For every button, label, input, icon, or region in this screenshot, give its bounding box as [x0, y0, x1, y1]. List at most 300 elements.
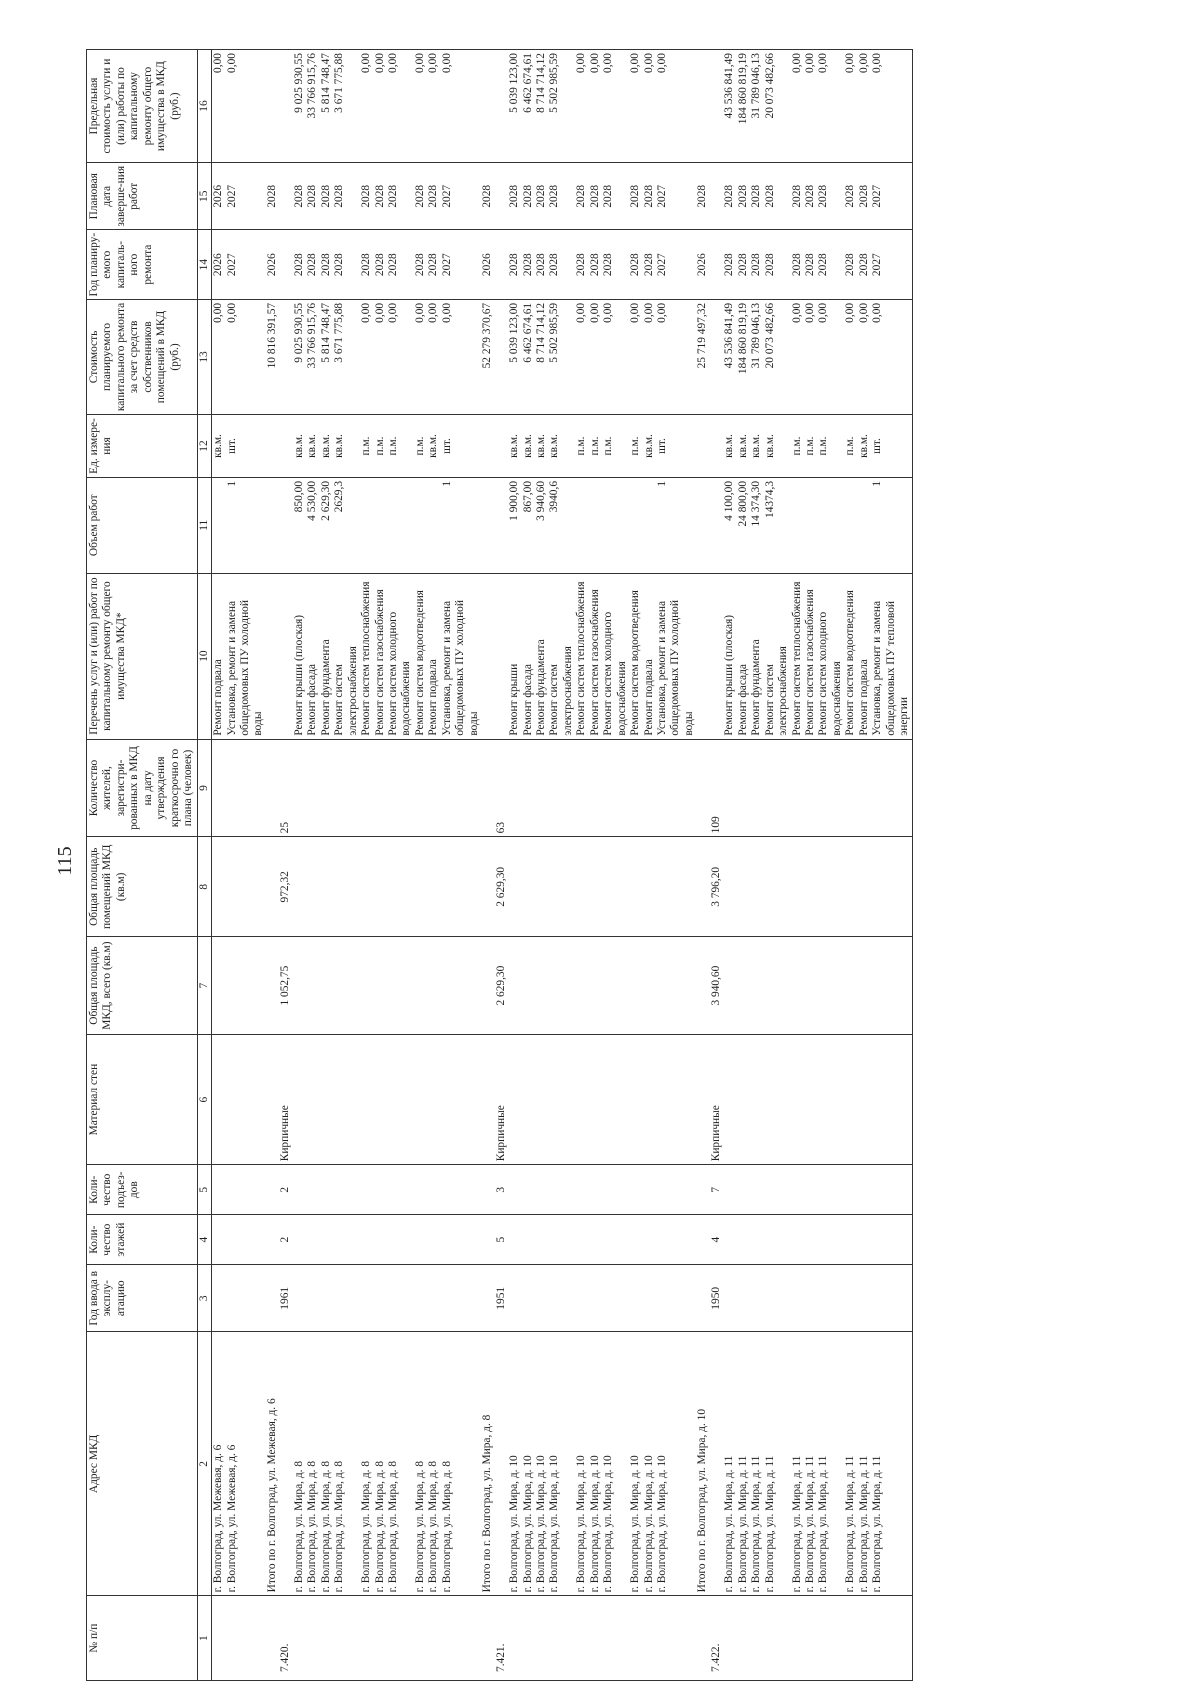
column-number: 8: [197, 837, 211, 937]
premises-area-cell: [643, 837, 656, 937]
floors-cell: [387, 1215, 414, 1265]
repair-year-cell: 2028: [374, 230, 387, 299]
item-number-cell: [333, 1596, 360, 1681]
completion-date-cell: 2028: [589, 163, 602, 230]
year-built-cell: [723, 1265, 736, 1332]
total-area-cell: [333, 937, 360, 1035]
repair-year-cell: 2028: [629, 230, 642, 299]
work-type-cell: Ремонт подвала: [427, 573, 440, 739]
max-cost-cell: [495, 50, 508, 163]
floors-cell: [791, 1215, 804, 1265]
max-cost-cell: [266, 50, 279, 163]
item-number-cell: [656, 1596, 696, 1681]
premises-area-cell: [575, 837, 588, 937]
table-row: [320, 50, 333, 1681]
unit-cell: [266, 415, 279, 478]
entrances-cell: [548, 1165, 575, 1215]
entrances-cell: [696, 1165, 709, 1215]
floors-cell: [858, 1215, 871, 1265]
max-cost-cell: 184 860 819,19: [737, 50, 750, 163]
max-cost-cell: 0,00: [804, 50, 817, 163]
entrances-cell: [293, 1165, 306, 1215]
residents-cell: 25: [279, 739, 292, 837]
work-type-cell: Ремонт систем газоснабжения: [374, 573, 387, 739]
address-cell: г. Волгоград, ул. Мира, д. 11: [723, 1332, 736, 1596]
entrances-cell: [575, 1165, 588, 1215]
work-volume-cell: [589, 477, 602, 573]
unit-cell: кв.м.: [522, 415, 535, 478]
planned-cost-cell: 0,00: [602, 299, 629, 414]
item-number-cell: [293, 1596, 306, 1681]
work-type-cell: [481, 573, 494, 739]
table-row: [723, 50, 736, 1681]
max-cost-cell: 5 502 985,59: [548, 50, 575, 163]
unit-cell: кв.м.: [427, 415, 440, 478]
wall-material-cell: [737, 1034, 750, 1164]
item-number-cell: [643, 1596, 656, 1681]
item-number-cell: [764, 1596, 791, 1681]
planned-cost-cell: 0,00: [871, 299, 912, 414]
column-number: 14: [197, 230, 211, 299]
completion-date-cell: 2028: [535, 163, 548, 230]
column-number: 11: [197, 477, 211, 573]
address-cell: г. Волгоград, ул. Мира, д. 10: [589, 1332, 602, 1596]
repair-year-cell: 2028: [333, 230, 360, 299]
address-cell: г. Волгоград, ул. Мира, д. 8: [427, 1332, 440, 1596]
premises-area-cell: 2 629,30: [495, 837, 508, 937]
residents-cell: [737, 739, 750, 837]
year-built-cell: [360, 1265, 373, 1332]
unit-cell: [481, 415, 494, 478]
address-cell: г. Волгоград, ул. Мира, д. 10: [602, 1332, 629, 1596]
work-volume-cell: [481, 477, 494, 573]
year-built-cell: [804, 1265, 817, 1332]
planned-cost-cell: [710, 299, 723, 414]
max-cost-cell: 0,00: [575, 50, 588, 163]
residents-cell: [293, 739, 306, 837]
address-cell: г. Волгоград, ул. Мира, д. 8: [360, 1332, 373, 1596]
table-row: [441, 50, 481, 1681]
item-number-cell: [548, 1596, 575, 1681]
total-area-cell: [441, 937, 481, 1035]
residents-cell: [226, 739, 266, 837]
wall-material-cell: [791, 1034, 804, 1164]
unit-cell: кв.м.: [723, 415, 736, 478]
table-row: [871, 50, 912, 1681]
premises-area-cell: [481, 837, 494, 937]
total-area-cell: [589, 937, 602, 1035]
header-cell: Коли-чество подъез-дов: [87, 1165, 198, 1215]
premises-area-cell: [374, 837, 387, 937]
floors-cell: [750, 1215, 763, 1265]
total-area-cell: [764, 937, 791, 1035]
entrances-cell: [858, 1165, 871, 1215]
total-area-cell: [293, 937, 306, 1035]
premises-area-cell: [602, 837, 629, 937]
work-volume-cell: [817, 477, 844, 573]
year-built-cell: [508, 1265, 521, 1332]
floors-cell: [306, 1215, 319, 1265]
residents-cell: [548, 739, 575, 837]
unit-cell: п.м.: [629, 415, 642, 478]
entrances-cell: [387, 1165, 414, 1215]
work-volume-cell: [844, 477, 857, 573]
residents-cell: [360, 739, 373, 837]
header-cell: Предельная стоимость услуги и (или) работы по капитальному ремонту общего имущества в МКД (руб.): [87, 50, 198, 163]
entrances-cell: [306, 1165, 319, 1215]
completion-date-cell: [495, 163, 508, 230]
floors-cell: 2: [279, 1215, 292, 1265]
address-cell: г. Волгоград, ул. Мира, д. 10: [522, 1332, 535, 1596]
max-cost-cell: 0,00: [844, 50, 857, 163]
column-number: 13: [197, 299, 211, 414]
residents-cell: [643, 739, 656, 837]
work-type-cell: [710, 573, 723, 739]
floors-cell: [629, 1215, 642, 1265]
wall-material-cell: [750, 1034, 763, 1164]
total-area-cell: [696, 937, 709, 1035]
address-cell: г. Волгоград, ул. Мира, д. 8: [306, 1332, 319, 1596]
address-cell: г. Волгоград, ул. Мира, д. 8: [293, 1332, 306, 1596]
table-row: [535, 50, 548, 1681]
work-type-cell: Ремонт систем газоснабжения: [589, 573, 602, 739]
entrances-cell: [723, 1165, 736, 1215]
floors-cell: [427, 1215, 440, 1265]
wall-material-cell: [844, 1034, 857, 1164]
unit-cell: п.м.: [844, 415, 857, 478]
floors-cell: [293, 1215, 306, 1265]
year-built-cell: [374, 1265, 387, 1332]
year-built-cell: [226, 1265, 266, 1332]
completion-date-cell: 2028: [414, 163, 427, 230]
table-row: [508, 50, 521, 1681]
max-cost-cell: 0,00: [387, 50, 414, 163]
completion-date-cell: 2028: [320, 163, 333, 230]
item-number-cell: [804, 1596, 817, 1681]
repair-year-cell: 2028: [817, 230, 844, 299]
repair-year-cell: 2028: [535, 230, 548, 299]
max-cost-cell: [710, 50, 723, 163]
item-number-cell: [750, 1596, 763, 1681]
repair-year-cell: 2028: [414, 230, 427, 299]
planned-cost-cell: 5 039 123,00: [508, 299, 521, 414]
planned-cost-cell: 3 671 775,88: [333, 299, 360, 414]
residents-cell: [629, 739, 642, 837]
repair-year-cell: 2026: [212, 230, 226, 299]
floors-cell: [804, 1215, 817, 1265]
max-cost-cell: 0,00: [602, 50, 629, 163]
item-number-cell: 7.420.: [279, 1596, 292, 1681]
table-row: [387, 50, 414, 1681]
total-area-cell: [508, 937, 521, 1035]
repair-year-cell: 2028: [575, 230, 588, 299]
year-built-cell: [293, 1265, 306, 1332]
work-volume-cell: 3940,6: [548, 477, 575, 573]
planned-cost-cell: [279, 299, 292, 414]
address-cell: г. Волгоград, ул. Мира, д. 8: [387, 1332, 414, 1596]
item-number-cell: 7.422.: [710, 1596, 723, 1681]
table-row: [293, 50, 306, 1681]
repair-year-cell: 2028: [293, 230, 306, 299]
residents-cell: [764, 739, 791, 837]
max-cost-cell: 5 814 748,47: [320, 50, 333, 163]
repair-year-cell: 2028: [602, 230, 629, 299]
floors-cell: [764, 1215, 791, 1265]
floors-cell: 5: [495, 1215, 508, 1265]
completion-date-cell: 2028: [266, 163, 279, 230]
floors-cell: 4: [710, 1215, 723, 1265]
completion-date-cell: [710, 163, 723, 230]
residents-cell: [374, 739, 387, 837]
work-volume-cell: 867,00: [522, 477, 535, 573]
year-built-cell: [871, 1265, 912, 1332]
work-volume-cell: 1: [226, 477, 266, 573]
address-cell: [279, 1332, 292, 1596]
total-area-cell: [723, 937, 736, 1035]
max-cost-cell: 0,00: [589, 50, 602, 163]
premises-area-cell: [414, 837, 427, 937]
completion-date-cell: 2028: [750, 163, 763, 230]
planned-cost-cell: 6 462 674,61: [522, 299, 535, 414]
work-type-cell: Ремонт фасада: [306, 573, 319, 739]
wall-material-cell: [629, 1034, 642, 1164]
repair-year-cell: 2028: [548, 230, 575, 299]
table-row: [791, 50, 804, 1681]
completion-date-cell: 2027: [441, 163, 481, 230]
item-number-cell: [522, 1596, 535, 1681]
entrances-cell: [871, 1165, 912, 1215]
table-row: [858, 50, 871, 1681]
repair-year-cell: 2027: [441, 230, 481, 299]
premises-area-cell: [427, 837, 440, 937]
residents-cell: [212, 739, 226, 837]
work-volume-cell: [495, 477, 508, 573]
residents-cell: [481, 739, 494, 837]
item-number-cell: [360, 1596, 373, 1681]
floors-cell: [575, 1215, 588, 1265]
residents-cell: [320, 739, 333, 837]
premises-area-cell: [589, 837, 602, 937]
entrances-cell: [212, 1165, 226, 1215]
premises-area-cell: [387, 837, 414, 937]
max-cost-cell: 0,00: [427, 50, 440, 163]
floors-cell: [723, 1215, 736, 1265]
item-number-cell: [387, 1596, 414, 1681]
work-type-cell: Ремонт крыши (плоская): [723, 573, 736, 739]
wall-material-cell: [293, 1034, 306, 1164]
work-type-cell: [495, 573, 508, 739]
work-volume-cell: 3 940,60: [535, 477, 548, 573]
premises-area-cell: [723, 837, 736, 937]
year-built-cell: [212, 1265, 226, 1332]
residents-cell: [750, 739, 763, 837]
floors-cell: [441, 1215, 481, 1265]
floors-cell: [522, 1215, 535, 1265]
unit-cell: п.м.: [804, 415, 817, 478]
year-built-cell: [535, 1265, 548, 1332]
planned-cost-cell: 8 714 714,12: [535, 299, 548, 414]
address-cell: [495, 1332, 508, 1596]
wall-material-cell: [226, 1034, 266, 1164]
total-area-cell: [737, 937, 750, 1035]
work-type-cell: Ремонт систем водоотведения: [629, 573, 642, 739]
item-number-cell: [212, 1596, 226, 1681]
premises-area-cell: [212, 837, 226, 937]
work-type-cell: Установка, ремонт и замена общедомовых ПУ холодной воды: [441, 573, 481, 739]
unit-cell: [710, 415, 723, 478]
planned-cost-cell: 5 814 748,47: [320, 299, 333, 414]
residents-cell: [508, 739, 521, 837]
unit-cell: кв.м.: [320, 415, 333, 478]
entrances-cell: [481, 1165, 494, 1215]
floors-cell: [320, 1215, 333, 1265]
total-area-cell: [548, 937, 575, 1035]
table-row: [481, 50, 494, 1681]
item-number-cell: [414, 1596, 427, 1681]
item-number-cell: [723, 1596, 736, 1681]
header-cell: Плановая дата заверше-ния работ: [87, 163, 198, 230]
work-volume-cell: [858, 477, 871, 573]
completion-date-cell: 2027: [871, 163, 912, 230]
premises-area-cell: [656, 837, 696, 937]
wall-material-cell: [589, 1034, 602, 1164]
header-cell: Количество жителей, зарегистри-рованных в МКД на дату утверждения краткосрочно го плана (человек): [87, 739, 198, 837]
floors-cell: [602, 1215, 629, 1265]
residents-cell: [723, 739, 736, 837]
year-built-cell: [643, 1265, 656, 1332]
wall-material-cell: Кирпичные: [279, 1034, 292, 1164]
work-volume-cell: [414, 477, 427, 573]
wall-material-cell: [481, 1034, 494, 1164]
total-area-cell: [643, 937, 656, 1035]
header-cell: Год ввода в эксплу-атацию: [87, 1265, 198, 1332]
repair-year-cell: 2028: [750, 230, 763, 299]
column-number-row: [197, 50, 211, 1681]
work-type-cell: Ремонт систем теплоснабжения: [575, 573, 588, 739]
wall-material-cell: [723, 1034, 736, 1164]
table-row: [589, 50, 602, 1681]
year-built-cell: [522, 1265, 535, 1332]
residents-cell: [441, 739, 481, 837]
completion-date-cell: 2028: [817, 163, 844, 230]
max-cost-cell: 20 073 482,66: [764, 50, 791, 163]
work-volume-cell: 1: [441, 477, 481, 573]
completion-date-cell: 2027: [226, 163, 266, 230]
work-volume-cell: 14374,3: [764, 477, 791, 573]
planned-cost-cell: 0,00: [360, 299, 373, 414]
total-area-cell: [427, 937, 440, 1035]
unit-cell: п.м.: [817, 415, 844, 478]
work-type-cell: Ремонт систем электроснабжения: [764, 573, 791, 739]
premises-area-cell: [858, 837, 871, 937]
item-number-cell: [226, 1596, 266, 1681]
work-type-cell: Ремонт систем водоотведения: [844, 573, 857, 739]
work-type-cell: Ремонт крыши (плоская): [293, 573, 306, 739]
entrances-cell: [360, 1165, 373, 1215]
wall-material-cell: [643, 1034, 656, 1164]
year-built-cell: 1950: [710, 1265, 723, 1332]
address-cell: Итого по г. Волгоград, ул. Мира, д. 10: [696, 1332, 709, 1596]
wall-material-cell: Кирпичные: [710, 1034, 723, 1164]
max-cost-cell: 3 671 775,88: [333, 50, 360, 163]
wall-material-cell: [441, 1034, 481, 1164]
premises-area-cell: [293, 837, 306, 937]
repair-year-cell: 2028: [764, 230, 791, 299]
entrances-cell: [602, 1165, 629, 1215]
floors-cell: [535, 1215, 548, 1265]
premises-area-cell: [333, 837, 360, 937]
completion-date-cell: 2028: [333, 163, 360, 230]
entrances-cell: [374, 1165, 387, 1215]
work-type-cell: Ремонт фундамента: [320, 573, 333, 739]
premises-area-cell: [548, 837, 575, 937]
item-number-cell: [374, 1596, 387, 1681]
address-cell: г. Волгоград, ул. Мира, д. 8: [333, 1332, 360, 1596]
work-type-cell: Ремонт систем теплоснабжения: [360, 573, 373, 739]
year-built-cell: [629, 1265, 642, 1332]
premises-area-cell: [441, 837, 481, 937]
max-cost-cell: 0,00: [441, 50, 481, 163]
work-type-cell: Ремонт систем холодного водоснабжения: [387, 573, 414, 739]
address-cell: г. Волгоград, ул. Мира, д. 11: [817, 1332, 844, 1596]
header-cell: Стоимость планируемого капитального ремонта за счет средств собственников помещений в МКД (руб.): [87, 299, 198, 414]
entrances-cell: [817, 1165, 844, 1215]
work-volume-cell: [643, 477, 656, 573]
completion-date-cell: 2028: [387, 163, 414, 230]
repair-year-cell: 2027: [656, 230, 696, 299]
item-number-cell: 7.421.: [495, 1596, 508, 1681]
residents-cell: [858, 739, 871, 837]
work-type-cell: Ремонт систем электроснабжения: [548, 573, 575, 739]
work-type-cell: Ремонт систем холодного водоснабжения: [817, 573, 844, 739]
column-number: 10: [197, 573, 211, 739]
floors-cell: [548, 1215, 575, 1265]
planned-cost-cell: 0,00: [858, 299, 871, 414]
work-volume-cell: 1: [656, 477, 696, 573]
premises-area-cell: [306, 837, 319, 937]
floors-cell: [696, 1215, 709, 1265]
planned-cost-cell: 0,00: [212, 299, 226, 414]
address-cell: г. Волгоград, ул. Мира, д. 10: [535, 1332, 548, 1596]
repair-year-cell: 2026: [266, 230, 279, 299]
total-area-cell: 2 629,30: [495, 937, 508, 1035]
floors-cell: [656, 1215, 696, 1265]
table-row: [414, 50, 427, 1681]
year-built-cell: [656, 1265, 696, 1332]
max-cost-cell: [481, 50, 494, 163]
premises-area-cell: [508, 837, 521, 937]
completion-date-cell: [279, 163, 292, 230]
table-row: [266, 50, 279, 1681]
floors-cell: [737, 1215, 750, 1265]
total-area-cell: [575, 937, 588, 1035]
column-number: 5: [197, 1165, 211, 1215]
planned-cost-cell: 20 073 482,66: [764, 299, 791, 414]
table-row: [817, 50, 844, 1681]
repair-year-cell: 2028: [858, 230, 871, 299]
wall-material-cell: [871, 1034, 912, 1164]
unit-cell: [495, 415, 508, 478]
max-cost-cell: 9 025 930,55: [293, 50, 306, 163]
total-area-cell: [414, 937, 427, 1035]
entrances-cell: [589, 1165, 602, 1215]
item-number-cell: [320, 1596, 333, 1681]
planned-cost-cell: 0,00: [387, 299, 414, 414]
table-row: [522, 50, 535, 1681]
year-built-cell: [441, 1265, 481, 1332]
wall-material-cell: [696, 1034, 709, 1164]
planned-cost-cell: 0,00: [817, 299, 844, 414]
